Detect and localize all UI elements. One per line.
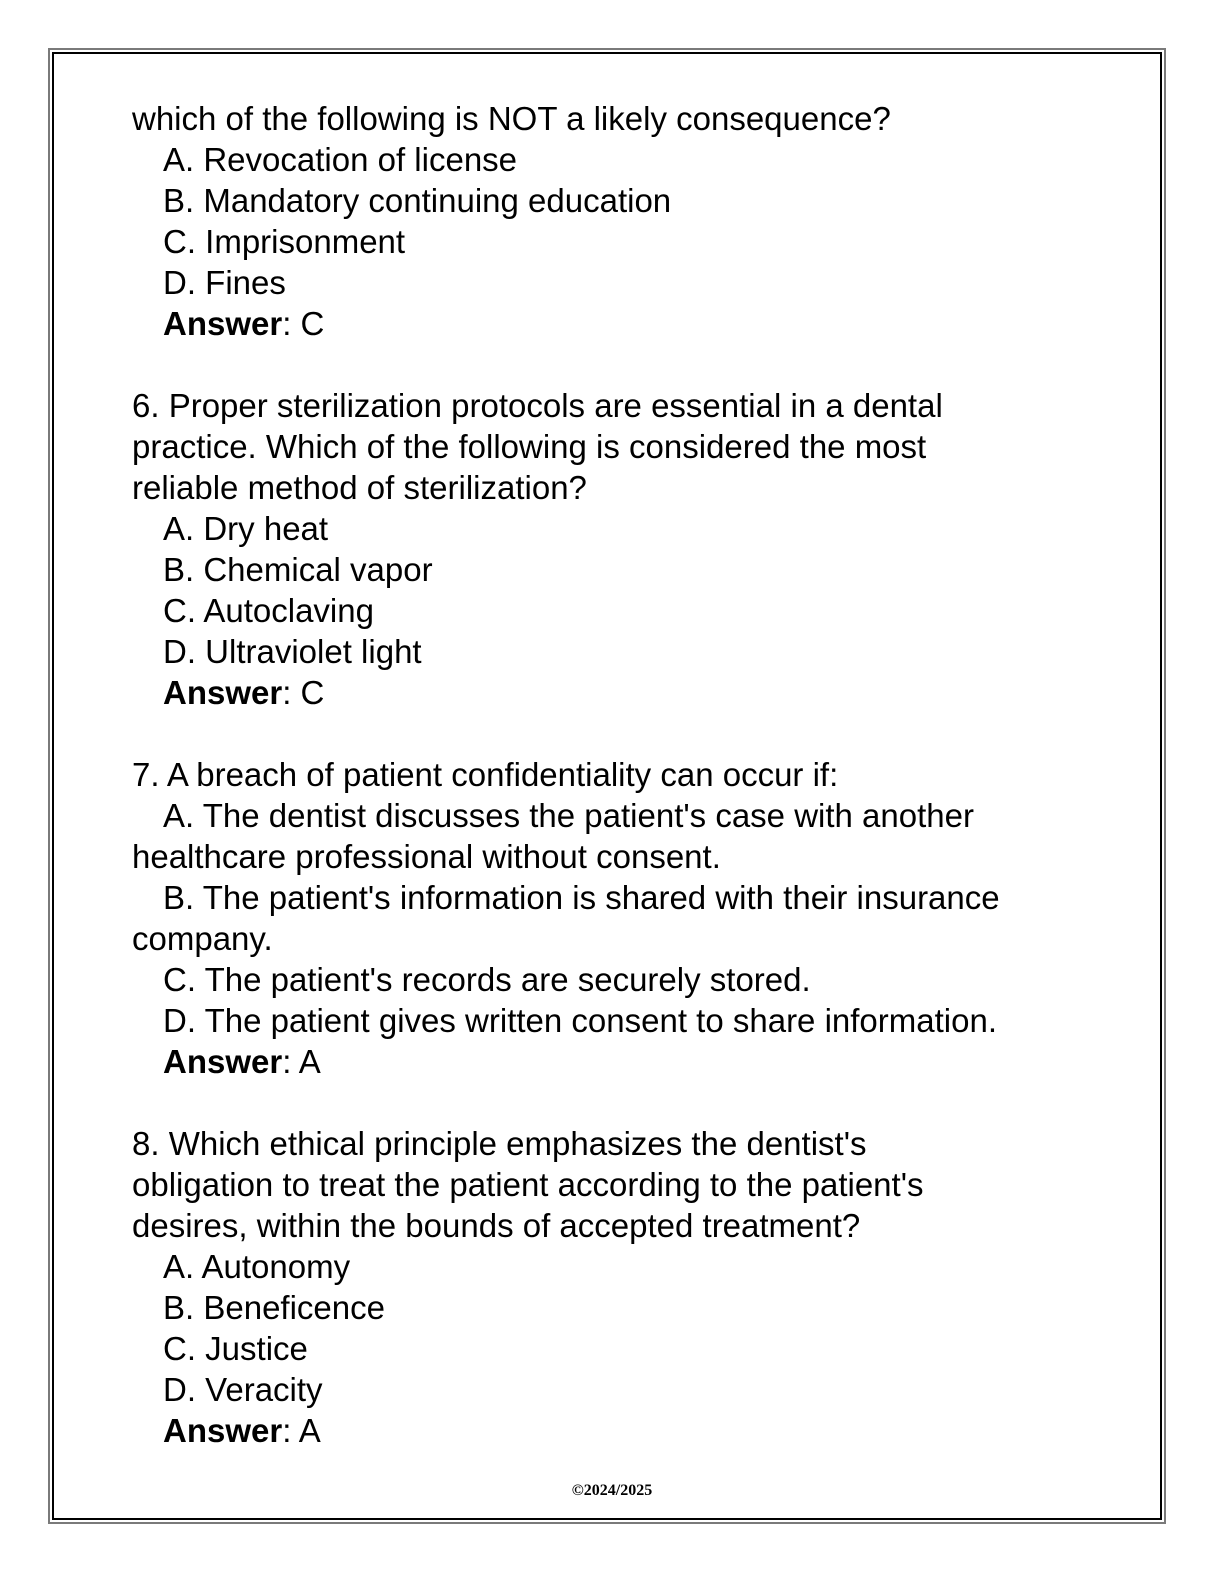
option-c: C. Justice (163, 1330, 308, 1367)
option-a: A. The dentist discusses the patient's case with another (163, 797, 974, 834)
question-stem-line: 6. Proper sterilization protocols are essential in a dental (132, 387, 943, 424)
spacer (132, 1082, 1092, 1123)
answer-value: : C (282, 305, 325, 342)
question-stem-line: obligation to treat the patient according to the patient's (132, 1166, 924, 1203)
option-d: D. Ultraviolet light (163, 633, 422, 670)
answer-line (132, 303, 1092, 344)
answer-label: Answer (163, 1043, 283, 1080)
question-stem-line: practice. Which of the following is considered the most (132, 428, 927, 465)
option-c: C. The patient's records are securely stored. (163, 961, 811, 998)
question-8 (132, 1123, 1092, 1451)
option-b-continuation: company. (132, 920, 273, 957)
answer-value: : A (282, 1412, 321, 1449)
spacer (132, 713, 1092, 754)
question-7 (132, 754, 1092, 1082)
question-stem: 7. A breach of patient confidentiality can occur if: (132, 756, 839, 793)
question-5-continuation (132, 98, 1092, 344)
question-6 (132, 385, 1092, 713)
option-a: A. Autonomy (163, 1248, 351, 1285)
option-b: B. Mandatory continuing education (163, 182, 672, 219)
spacer (132, 344, 1092, 385)
option-a: A. Dry heat (163, 510, 329, 547)
answer-line (132, 1410, 1092, 1451)
question-stem-line: reliable method of sterilization? (132, 469, 587, 506)
option-d: D. Veracity (163, 1371, 323, 1408)
option-c: C. Autoclaving (163, 592, 374, 629)
option-b: B. Beneficence (163, 1289, 385, 1326)
answer-label: Answer (163, 1412, 283, 1449)
option-d: D. The patient gives written consent to share information. (163, 1002, 997, 1039)
answer-label: Answer (163, 305, 283, 342)
question-stem-line: 8. Which ethical principle emphasizes the dentist's (132, 1125, 867, 1162)
answer-label: Answer (163, 674, 283, 711)
option-c: C. Imprisonment (163, 223, 406, 260)
question-stem: which of the following is NOT a likely consequence? (132, 100, 891, 137)
option-d: D. Fines (163, 264, 286, 301)
answer-line (132, 1041, 1092, 1082)
option-b: B. Chemical vapor (163, 551, 433, 588)
page-content (132, 98, 1092, 1451)
question-stem-line: desires, within the bounds of accepted treatment? (132, 1207, 861, 1244)
option-b: B. The patient's information is shared with their insurance (163, 879, 1000, 916)
answer-line (132, 672, 1092, 713)
answer-value: : C (282, 674, 325, 711)
option-a-continuation: healthcare professional without consent. (132, 838, 721, 875)
option-a: A. Revocation of license (163, 141, 518, 178)
answer-value: : A (282, 1043, 321, 1080)
copyright-footer: ©2024/2025 (571, 1482, 653, 1499)
